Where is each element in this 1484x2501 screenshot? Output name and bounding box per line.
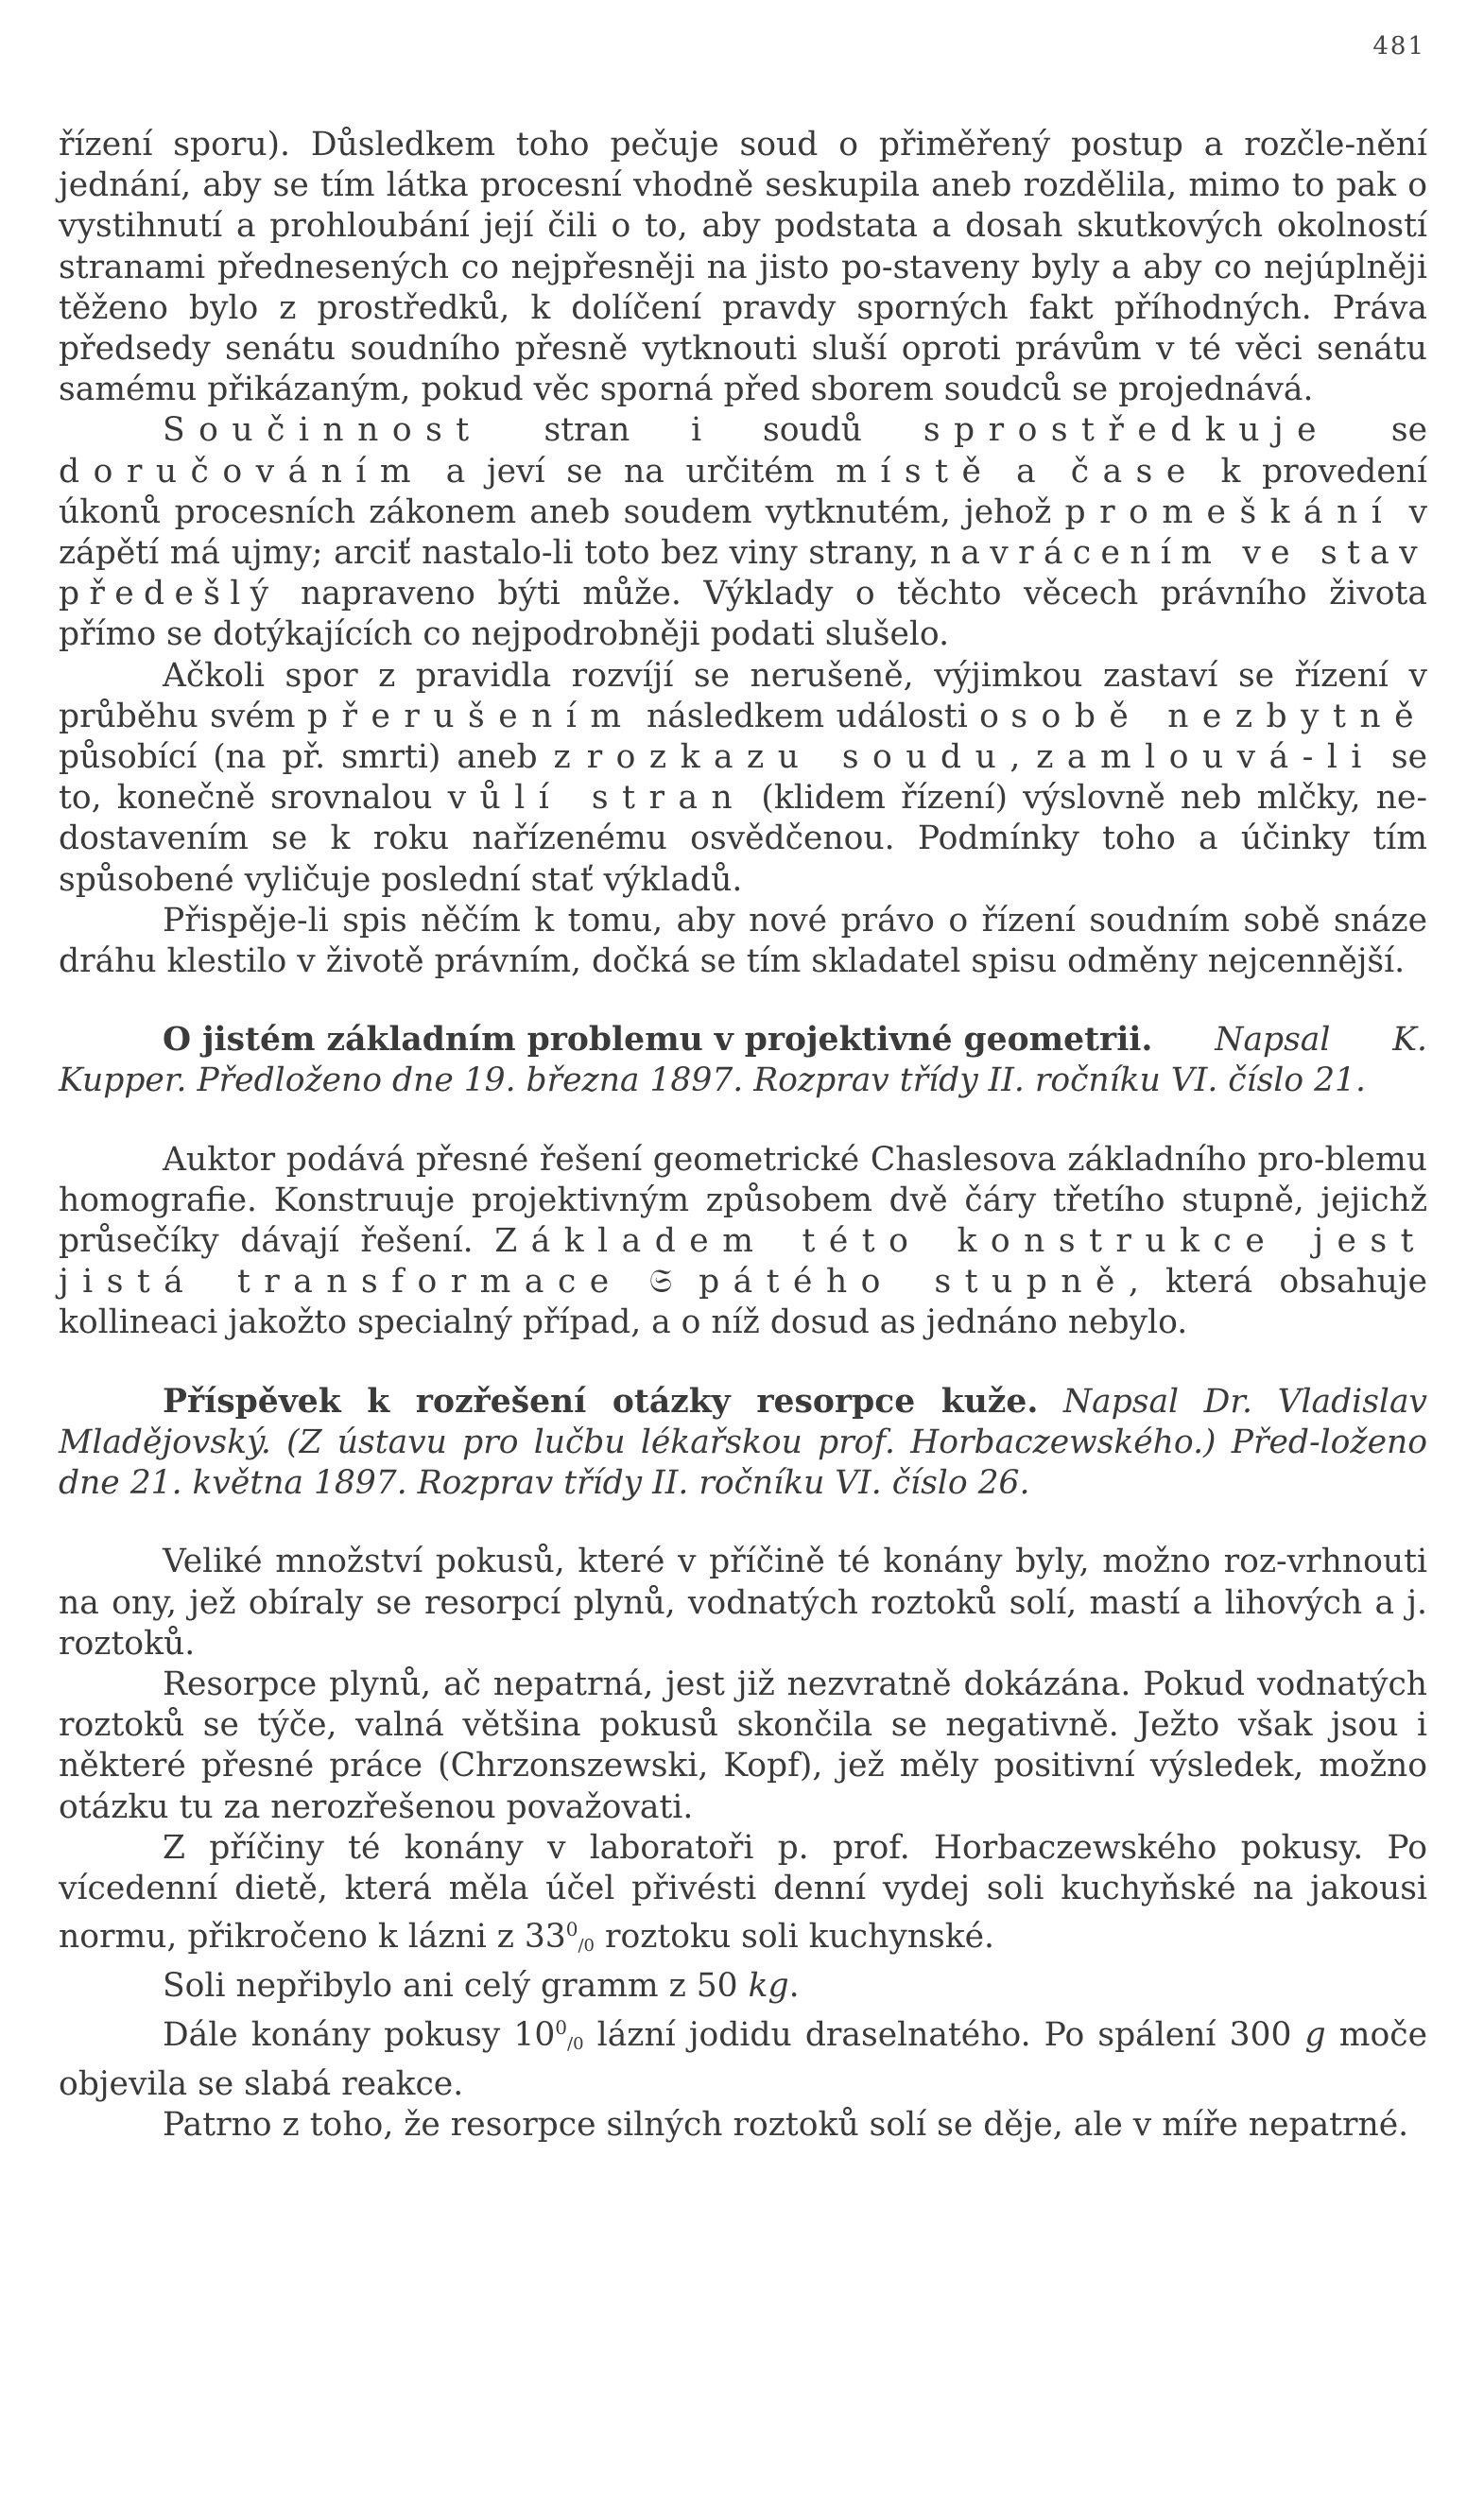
section-2-paragraph-1: Veliké množství pokusů, které v příčině té konány byly, možno roz-vrhnouti na ony, jež obíraly se resorpcí plynů, vodnatých roztoků solí, mastí a lihových a j. roztoků. [59, 1543, 1427, 1663]
section-2-title: Příspěvek k rozřešení otázky resorpce kuže. [163, 1382, 1039, 1421]
section-2-paragraph-3 [59, 1828, 1427, 1967]
text-run: lázní jodidu draselnatého. Po spálení 300 [583, 2015, 1305, 2054]
paragraph-4: Přispěje-li spis něčím k tomu, aby nové právo o řízení soudním sobě snáze dráhu klestilo v životě právním, dočká se tím skladatel spisu odměny nejcennější. [59, 901, 1427, 981]
section-2-paragraph-2: Resorpce plynů, ač nepatrná, jest již nezvratně dokázána. Pokud vodnatých roztoků se týče, valná většina pokusů skončila se negativně. Ježto však jsou i některé přesné práce (Chrzonszewski, Kopf), jež měly positivní výsledek, možno otázku tu za nerozřešenou považovati. [59, 1664, 1427, 1826]
spaced-term: přerušením [306, 697, 635, 735]
spaced-term: doručováním [59, 452, 425, 491]
spaced-term: a [1016, 452, 1050, 491]
spaced-term: sprostředkuje [923, 411, 1331, 450]
text-run: Ačkoli spor z pravidla rozvíjí se nerušeně, výjimkou zastaví se řízení v průběhu svém [59, 656, 1427, 735]
section-2-paragraph-6: Patrno z toho, že resorpce silných roztoků solí se děje, ale v míře nepatrné. [163, 2105, 1409, 2144]
text-run: . [788, 1967, 800, 2006]
spaced-term: pátého stupně [699, 1263, 1129, 1302]
spaced-term: místě [836, 452, 995, 491]
spaced-term: zamlouvá-li [1036, 738, 1375, 777]
paragraph-2 [59, 410, 1427, 655]
section-2-meta: Napsal Dr. Vladislav Mladějovský. (Z ústavu pro lučbu lékařskou prof. Horbaczewského.) Před-loženo dne 21. května 1897. Rozprav třídy II. ročníku VI. číslo 26. [59, 1382, 1428, 1503]
text-run: k provedení úkonů procesních zákonem aneb soudem vytknutém, jehož [59, 452, 1428, 531]
text-run: Dále konány pokusy 10 [163, 2015, 556, 2054]
section-2-header [59, 1382, 1427, 1505]
text-run: , která obsahuje kollineaci jakožto specialný případ, a o níž dosud as jednáno nebylo. [59, 1263, 1427, 1342]
text-run: (klidem řízení) výslovně neb mlčky, ne-dostavením se k roku nařízenému osvědčenou. Podmínky toho a účinky tím spůsobené vyličuje poslední stať výkladů. [59, 779, 1428, 899]
text-run: stran i soudů [482, 411, 923, 450]
superscript: 0 [555, 2015, 568, 2039]
section-1-meta: Napsal K. Kupper. Předloženo dne 19. března 1897. Rozprav třídy II. ročníku VI. číslo 21. [59, 1021, 1427, 1100]
unit: g [1304, 2015, 1326, 2054]
subscript: /0 [567, 2033, 584, 2054]
spaced-term: promeškání [1064, 492, 1396, 531]
text-run: , [1009, 738, 1037, 777]
text-run [1049, 453, 1071, 491]
spaced-term: čase [1070, 452, 1199, 491]
paragraph-3 [59, 656, 1427, 901]
page-number: 481 [1372, 32, 1425, 60]
page-body [59, 125, 1427, 2146]
text-run: Z příčiny té konány v laboratoři p. prof. Horbaczewského pokusy. Po vícedenní dietě, která měla účel přivésti denní vydej soli kuchyňské na jakousi normu, přikročeno k lázni z 33 [59, 1828, 1427, 1957]
section-2-paragraph-5 [59, 2008, 1427, 2105]
text-run: a jeví se na určitém [424, 452, 837, 491]
text-run: Soli nepřibylo ani celý gramm z 50 [163, 1967, 749, 2006]
text-run: napraveno býti může. Výklady o těchto věcech právního života přímo se dotýkajících co nejpodrobněji podati slušelo. [59, 575, 1427, 654]
text-run: roztoku soli kuchynské. [595, 1918, 995, 1957]
section-1-header [59, 1020, 1427, 1101]
paragraph-1: řízení sporu). Důsledkem toho pečuje soud o přiměřený postup a rozčle-nění jednání, aby se tím látka procesní vhodně seskupila aneb rozdělila, mimo to pak o vystihnutí a prohloubání její čili o to, aby podstata a dosah skutkových okolností stranami přednesených co nejpřesněji na jisto po-staveny byly a aby co nejúplněji těženo bylo z prostředků, k dolíčení pravdy sporných fakt příhodných. Práva předsedy senátu soudního přesně vytknouti sluší oproti právům v té věci senátu samému přikázaným, pokud věc sporná před sborem soudců se projednává. [59, 126, 1427, 409]
superscript: 0 [565, 1918, 578, 1941]
text-run: následkem události o [634, 697, 1011, 735]
subscript: /0 [578, 1936, 595, 1957]
text-run: moče objevila se slabá reakce. [59, 2015, 1427, 2103]
text-run [623, 1263, 649, 1301]
spaced-term: vůlí stran [447, 779, 747, 818]
spaced-term: sobě nezbytně [1010, 697, 1428, 735]
spaced-term: navrácením ve stav předešlý [59, 534, 1427, 613]
text-run: v zápětí má ujmy; arciť nastalo-li toto bez viny strany, [59, 492, 1427, 573]
section-2-paragraph-4 [59, 1966, 1427, 2007]
spaced-term: rozkazu soudu [586, 738, 1010, 777]
section-1-body [59, 1140, 1427, 1344]
text-run: se to, konečně srovnalou [59, 738, 1427, 818]
text-run: Auktor podává přesné řešení geometrické Chaslesova základního pro-blemu homografie. Konstruuje projektivným způsobem dvě čáry třetího stupně, jejichž průsečíky dávají řešení. [59, 1140, 1427, 1261]
unit: kg [748, 1967, 789, 2006]
gothic-symbol: 𝔖 [648, 1263, 672, 1302]
spaced-term: Součinnost [163, 411, 483, 450]
section-1-title: O jistém základním problemu v projektivné geometrii. [163, 1021, 1153, 1060]
text-run [672, 1263, 699, 1301]
text-run [994, 453, 1016, 491]
text-run: se [1330, 411, 1428, 450]
spaced-term: Základem této konstrukce jest jistá transformace [59, 1222, 1427, 1302]
text-run: působící (na př. smrti) aneb z [59, 738, 587, 777]
